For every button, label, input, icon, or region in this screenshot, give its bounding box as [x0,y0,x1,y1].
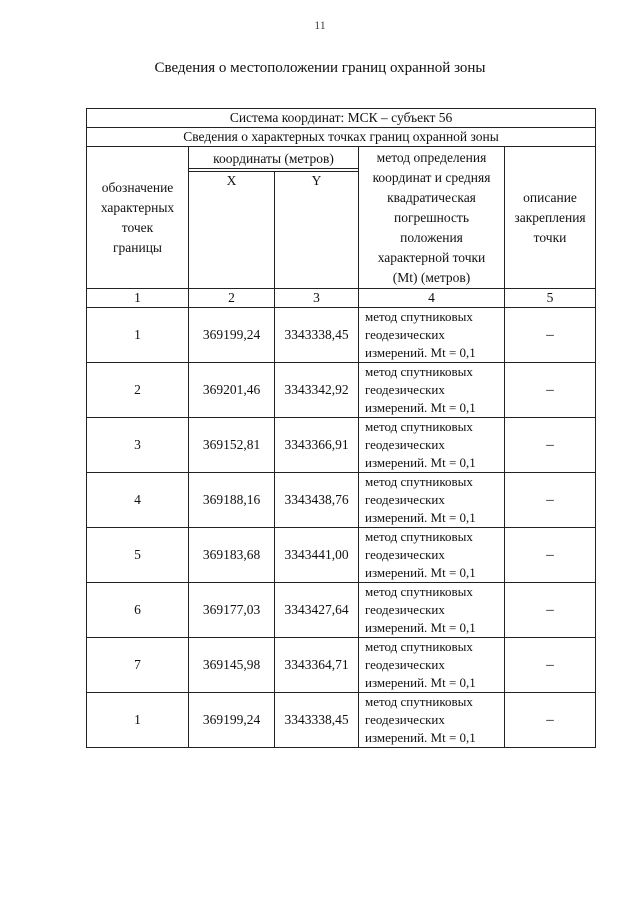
fixing-description-cell: – [505,308,596,363]
header-line: положения [400,230,463,245]
x-coordinate-cell: 369199,24 [189,693,275,748]
y-coordinate-cell: 3343438,76 [275,473,359,528]
method-line: геодезических [365,382,445,397]
method-line: метод спутниковых [365,694,473,709]
boundary-points-header: Сведения о характерных точках границ охранной зоны [87,128,596,147]
x-coordinate-cell: 369183,68 [189,528,275,583]
coordinates-table [86,108,596,748]
page-number: 11 [314,18,326,32]
x-coordinate-header: X [189,172,275,289]
y-coordinate-cell: 3343366,91 [275,418,359,473]
x-coordinate-cell: 369188,16 [189,473,275,528]
fixing-description-header [505,147,596,289]
method-line: метод спутниковых [365,419,473,434]
point-number-cell: 4 [87,473,189,528]
table-row [87,308,596,363]
point-number-cell: 1 [87,693,189,748]
header-line: квадратическая [387,190,476,205]
method-header [359,147,505,289]
method-line: измерений. Mt = 0,1 [365,400,476,415]
x-coordinate-cell: 369145,98 [189,638,275,693]
x-coordinate-cell: 369201,46 [189,363,275,418]
y-coordinate-cell: 3343364,71 [275,638,359,693]
y-coordinate-cell: 3343441,00 [275,528,359,583]
column-number: 1 [87,289,189,308]
x-coordinate-cell: 369152,81 [189,418,275,473]
method-line: метод спутниковых [365,584,473,599]
method-cell [359,528,505,583]
y-coordinate-header: Y [275,172,359,289]
method-line: метод спутниковых [365,364,473,379]
method-line: геодезических [365,547,445,562]
column-number-row [87,289,596,308]
header-line: описание [523,190,577,205]
header-line: координат и средняя [372,170,491,185]
method-line: измерений. Mt = 0,1 [365,345,476,360]
header-line: метод определения [376,150,487,165]
method-line: геодезических [365,437,445,452]
table-row [87,693,596,748]
header-line: обозначение [101,180,174,195]
coordinate-system-header: Система координат: МСК – субъект 56 [87,109,596,128]
column-number: 4 [359,289,505,308]
method-cell [359,418,505,473]
header-line: характерных [100,200,175,215]
page-title: Сведения о местоположении границ охранной зоны [154,60,486,76]
method-line: метод спутниковых [365,474,473,489]
method-line: геодезических [365,492,445,507]
method-cell [359,638,505,693]
header-line: (Mt) (метров) [392,270,471,285]
fixing-description-cell: – [505,418,596,473]
column-number: 3 [275,289,359,308]
y-coordinate-cell: 3343338,45 [275,308,359,363]
table-row [87,583,596,638]
table-row [87,473,596,528]
point-designation-header [87,147,189,289]
method-cell [359,473,505,528]
fixing-description-cell: – [505,638,596,693]
fixing-description-cell: – [505,583,596,638]
y-coordinate-cell: 3343338,45 [275,693,359,748]
method-cell [359,308,505,363]
column-number: 2 [189,289,275,308]
fixing-description-cell: – [505,528,596,583]
coordinates-header: координаты (метров) [189,147,359,172]
x-coordinate-cell: 369199,24 [189,308,275,363]
y-coordinate-cell: 3343342,92 [275,363,359,418]
header-line: закрепления [514,210,586,225]
x-coordinate-cell: 369177,03 [189,583,275,638]
method-cell [359,583,505,638]
table-row [87,363,596,418]
point-number-cell: 1 [87,308,189,363]
method-line: геодезических [365,327,445,342]
point-number-cell: 2 [87,363,189,418]
method-line: измерений. Mt = 0,1 [365,620,476,635]
method-line: измерений. Mt = 0,1 [365,455,476,470]
table-row [87,528,596,583]
point-number-cell: 5 [87,528,189,583]
header-line: характерной точки [377,250,486,265]
header-line: границы [112,240,163,255]
column-number: 5 [505,289,596,308]
method-cell [359,363,505,418]
point-number-cell: 7 [87,638,189,693]
method-line: метод спутниковых [365,639,473,654]
method-line: геодезических [365,712,445,727]
fixing-description-cell: – [505,363,596,418]
method-line: измерений. Mt = 0,1 [365,565,476,580]
method-line: геодезических [365,657,445,672]
point-number-cell: 6 [87,583,189,638]
table-row [87,638,596,693]
fixing-description-cell: – [505,693,596,748]
method-line: метод спутниковых [365,529,473,544]
header-line: точек [121,220,154,235]
y-coordinate-cell: 3343427,64 [275,583,359,638]
header-line: погрешность [393,210,469,225]
method-line: измерений. Mt = 0,1 [365,510,476,525]
point-number-cell: 3 [87,418,189,473]
method-cell [359,693,505,748]
table-row [87,418,596,473]
header-line: точки [533,230,567,245]
method-line: измерений. Mt = 0,1 [365,730,476,745]
method-line: метод спутниковых [365,309,473,324]
method-line: измерений. Mt = 0,1 [365,675,476,690]
fixing-description-cell: – [505,473,596,528]
method-line: геодезических [365,602,445,617]
